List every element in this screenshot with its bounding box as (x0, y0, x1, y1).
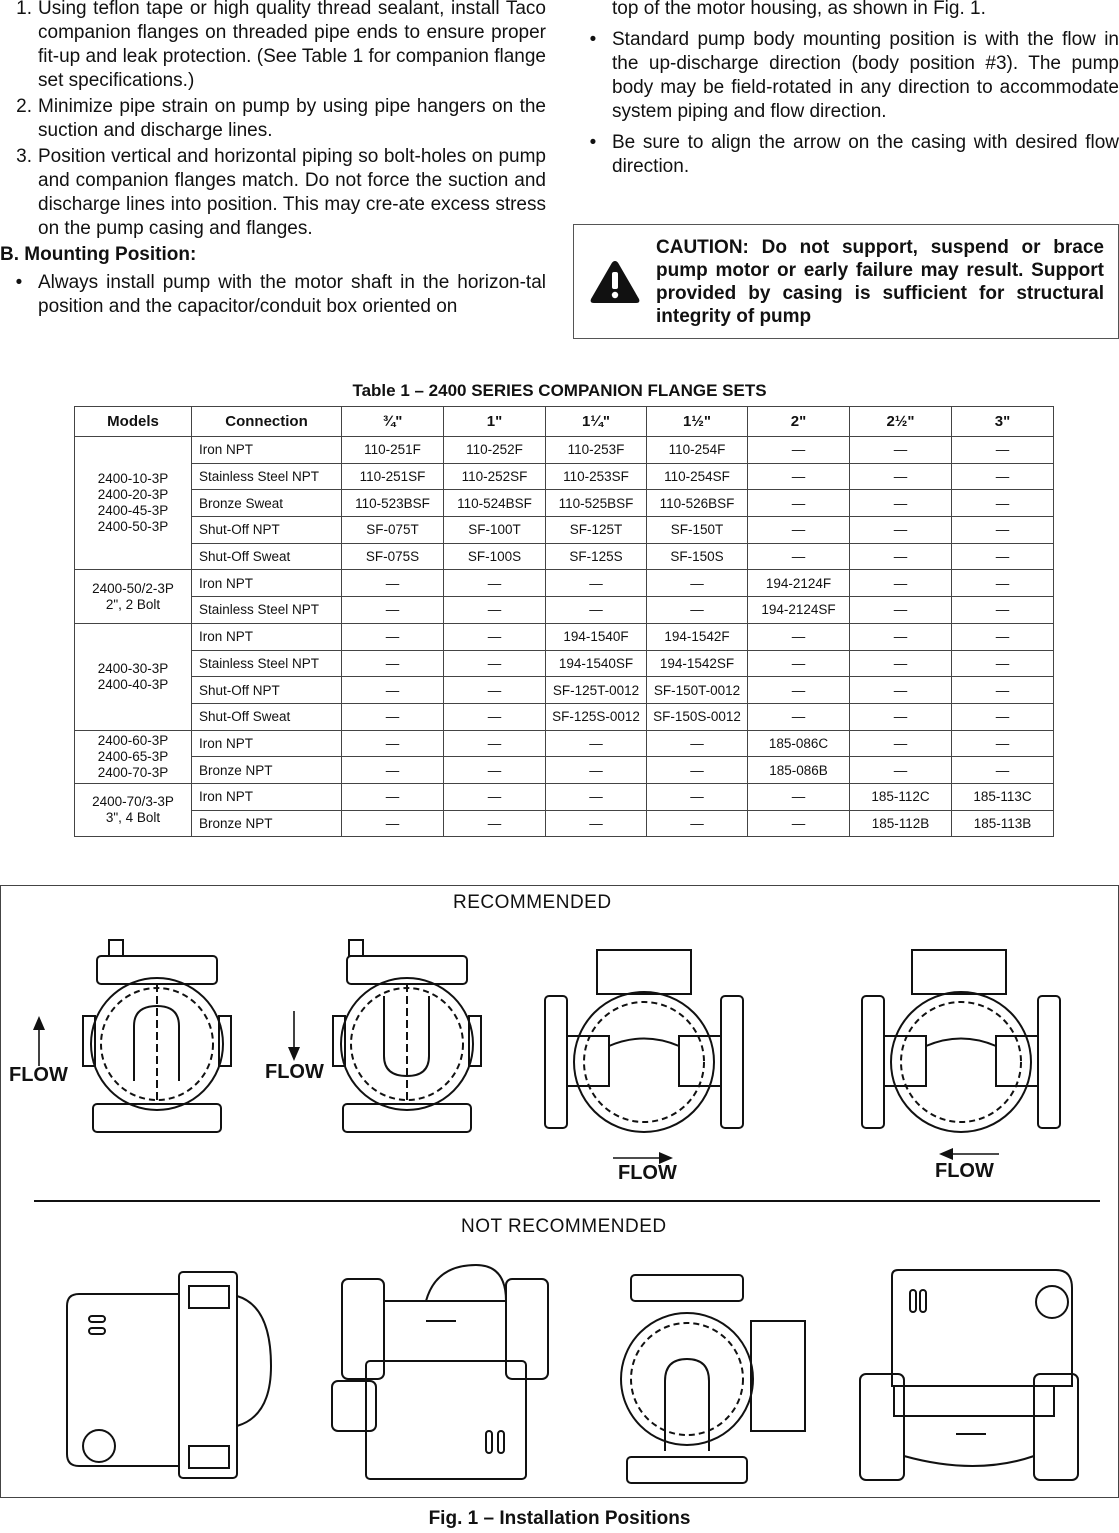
model-cell: 2400-50/2-3P 2", 2 Bolt (75, 570, 192, 623)
part-number-cell: — (647, 783, 748, 810)
part-number-cell: — (342, 757, 444, 784)
part-number-cell: — (850, 517, 952, 544)
part-number-cell: — (647, 597, 748, 624)
part-number-cell: — (850, 597, 952, 624)
flow-arrow-up-1 (29, 1016, 49, 1066)
installation-step (0, 0, 546, 93)
flow-label-4: FLOW (935, 1160, 994, 1182)
step-number: 3. (16, 146, 32, 167)
model-cell: 2400-60-3P 2400-65-3P 2400-70-3P (75, 730, 192, 783)
part-number-cell: — (952, 517, 1054, 544)
table-row (75, 757, 1054, 784)
part-number-cell: — (748, 463, 850, 490)
part-number-cell: — (342, 810, 444, 837)
part-number-cell: — (748, 623, 850, 650)
part-number-cell: 110-254F (647, 437, 748, 464)
part-number-cell: 110-526BSF (647, 490, 748, 517)
part-number-cell: SF-150S-0012 (647, 703, 748, 730)
part-number-cell: 110-524BSF (444, 490, 546, 517)
part-number-cell: — (748, 703, 850, 730)
part-number-cell: — (850, 543, 952, 570)
column-header: ¾" (342, 407, 444, 437)
installation-steps (0, 0, 546, 241)
part-number-cell: — (444, 810, 546, 837)
part-number-cell: — (952, 543, 1054, 570)
right-column (574, 0, 1119, 186)
part-number-cell: — (444, 757, 546, 784)
part-number-cell: — (647, 757, 748, 784)
part-number-cell: 194-1540F (546, 623, 647, 650)
part-number-cell: — (748, 543, 850, 570)
part-number-cell: 185-112C (850, 783, 952, 810)
column-header: 1" (444, 407, 546, 437)
orientation-bullet (574, 28, 1119, 124)
bullet-dot: • (589, 132, 597, 153)
part-number-cell: 110-254SF (647, 463, 748, 490)
part-number-cell: SF-100S (444, 543, 546, 570)
mounting-bullet-text: Always install pump with the motor shaft in the horizon-tal position and the capacitor/conduit box oriented on (38, 272, 546, 317)
part-number-cell: 185-086B (748, 757, 850, 784)
part-number-cell: — (342, 650, 444, 677)
connection-cell: Shut-Off Sweat (192, 543, 342, 570)
part-number-cell: — (342, 677, 444, 704)
part-number-cell: 110-523BSF (342, 490, 444, 517)
part-number-cell: — (748, 783, 850, 810)
part-number-cell: — (850, 570, 952, 597)
part-number-cell: — (850, 703, 952, 730)
part-number-cell: 110-253SF (546, 463, 647, 490)
column-header: 2" (748, 407, 850, 437)
pump-horizontal-flow-left-illustration (856, 946, 1066, 1146)
part-number-cell: — (850, 757, 952, 784)
part-number-cell: — (444, 730, 546, 757)
part-number-cell: — (546, 810, 647, 837)
part-number-cell: 185-113C (952, 783, 1054, 810)
part-number-cell: — (952, 677, 1054, 704)
part-number-cell: — (444, 703, 546, 730)
column-header: 1¼" (546, 407, 647, 437)
table-row (75, 570, 1054, 597)
installation-step (0, 95, 546, 143)
arrow-bullet (574, 131, 1119, 179)
part-number-cell: — (342, 597, 444, 624)
left-column (0, 0, 546, 326)
part-number-cell: 185-113B (952, 810, 1054, 837)
part-number-cell: — (546, 730, 647, 757)
recommended-label: RECOMMENDED (453, 892, 612, 913)
part-number-cell: — (952, 463, 1054, 490)
warning-triangle-icon (574, 258, 656, 306)
part-number-cell: SF-150T (647, 517, 748, 544)
installation-figure (0, 885, 1119, 1498)
part-number-cell: — (546, 597, 647, 624)
part-number-cell: SF-100T (444, 517, 546, 544)
part-number-cell: SF-150T-0012 (647, 677, 748, 704)
part-number-cell: — (546, 783, 647, 810)
part-number-cell: 194-2124F (748, 570, 850, 597)
caution-box (573, 224, 1119, 339)
pump-motor-up-illustration (856, 1266, 1086, 1491)
table-row (75, 703, 1054, 730)
figure-divider (34, 1200, 1100, 1202)
part-number-cell: 185-112B (850, 810, 952, 837)
part-number-cell: — (952, 623, 1054, 650)
flow-label-2: FLOW (265, 1061, 324, 1083)
part-number-cell: — (444, 597, 546, 624)
table-row (75, 597, 1054, 624)
figure-caption: Fig. 1 – Installation Positions (428, 1508, 691, 1529)
part-number-cell: — (546, 757, 647, 784)
part-number-cell: SF-125S (546, 543, 647, 570)
column-header: 1½" (647, 407, 748, 437)
part-number-cell: — (952, 570, 1054, 597)
pump-vertical-flow-up-illustration (79, 936, 239, 1156)
part-number-cell: SF-075T (342, 517, 444, 544)
continuation-text: top of the motor housing, as shown in Fig. 1. (612, 0, 986, 19)
part-number-cell: — (748, 517, 850, 544)
part-number-cell: — (952, 650, 1054, 677)
connection-cell: Stainless Steel NPT (192, 463, 342, 490)
part-number-cell: SF-125S-0012 (546, 703, 647, 730)
part-number-cell: 110-252SF (444, 463, 546, 490)
pump-box-sideways-illustration (613, 1271, 813, 1491)
part-number-cell: 110-252F (444, 437, 546, 464)
table-body (75, 437, 1054, 837)
part-number-cell: 110-251F (342, 437, 444, 464)
part-number-cell: — (952, 490, 1054, 517)
column-header: 3" (952, 407, 1054, 437)
column-header: 2½" (850, 407, 952, 437)
part-number-cell: — (444, 650, 546, 677)
part-number-cell: 194-2124SF (748, 597, 850, 624)
part-number-cell: — (850, 623, 952, 650)
part-number-cell: SF-125T (546, 517, 647, 544)
part-number-cell: — (748, 490, 850, 517)
part-number-cell: — (444, 570, 546, 597)
flow-arrow-down-2 (284, 1011, 304, 1061)
not-recommended-label: NOT RECOMMENDED (461, 1216, 667, 1237)
part-number-cell: — (748, 650, 850, 677)
mounting-position-heading: B. Mounting Position: (0, 244, 197, 265)
part-number-cell: 194-1540SF (546, 650, 647, 677)
step-text: Position vertical and horizontal piping so bolt-holes on pump and companion flanges match. Do not force the suction and discharge lines into position. This may cre-ate excess stress on the pump casing and flanges. (38, 146, 546, 239)
pump-motor-down-illustration (326, 1261, 556, 1486)
part-number-cell: 110-253F (546, 437, 647, 464)
pump-vertical-flow-down-illustration (329, 936, 489, 1156)
part-number-cell: — (647, 730, 748, 757)
connection-cell: Bronze NPT (192, 757, 342, 784)
part-number-cell: 185-086C (748, 730, 850, 757)
table-row (75, 730, 1054, 757)
part-number-cell: — (444, 677, 546, 704)
orientation-bullet-text: Standard pump body mounting position is with the flow in the up-discharge direction (body position #3). The pump body may be field-rotated in any direction to accommodate system piping and flow direction. (612, 29, 1119, 122)
part-number-cell: — (850, 677, 952, 704)
step-number: 2. (16, 96, 32, 117)
part-number-cell: — (850, 463, 952, 490)
table-row (75, 810, 1054, 837)
part-number-cell: SF-150S (647, 543, 748, 570)
step-text: Minimize pipe strain on pump by using pipe hangers on the suction and discharge lines. (38, 96, 546, 141)
part-number-cell: SF-125T-0012 (546, 677, 647, 704)
connection-cell: Iron NPT (192, 570, 342, 597)
part-number-cell: — (444, 623, 546, 650)
model-cell: 2400-30-3P 2400-40-3P (75, 623, 192, 730)
table-header-row (75, 407, 1054, 437)
part-number-cell: — (850, 650, 952, 677)
part-number-cell: — (748, 810, 850, 837)
flange-sets-table (74, 406, 1054, 837)
part-number-cell: — (647, 810, 748, 837)
table-row (75, 677, 1054, 704)
table-row (75, 650, 1054, 677)
connection-cell: Iron NPT (192, 437, 342, 464)
connection-cell: Shut-Off Sweat (192, 703, 342, 730)
column-header: Models (75, 407, 192, 437)
part-number-cell: 194-1542F (647, 623, 748, 650)
arrow-bullet-text: Be sure to align the arrow on the casing with desired flow direction. (612, 132, 1119, 177)
table-title: Table 1 – 2400 SERIES COMPANION FLANGE SETS (352, 381, 767, 400)
table-row (75, 437, 1054, 464)
part-number-cell: 194-1542SF (647, 650, 748, 677)
connection-cell: Iron NPT (192, 730, 342, 757)
connection-cell: Shut-Off NPT (192, 517, 342, 544)
part-number-cell: — (342, 703, 444, 730)
bullet-dot: • (589, 29, 597, 50)
model-cell: 2400-10-3P 2400-20-3P 2400-45-3P 2400-50-3P (75, 437, 192, 570)
step-text: Using teflon tape or high quality thread sealant, install Taco companion flanges on threaded pipe ends to ensure proper fit-up and leak protection. (See Table 1 for companion flange set specifications.) (38, 0, 546, 91)
caution-text: CAUTION: Do not support, suspend or brace pump motor or early failure may result. Support provided by casing is sufficient for structural integrity of pump (656, 236, 1104, 327)
installation-step (0, 145, 546, 241)
part-number-cell: — (444, 783, 546, 810)
connection-cell: Bronze Sweat (192, 490, 342, 517)
model-cell: 2400-70/3-3P 3", 4 Bolt (75, 783, 192, 836)
connection-cell: Stainless Steel NPT (192, 597, 342, 624)
table-row (75, 517, 1054, 544)
pump-motor-sideways-illustration (59, 1266, 289, 1486)
table-row (75, 783, 1054, 810)
mounting-bullet (0, 271, 546, 319)
part-number-cell: SF-075S (342, 543, 444, 570)
part-number-cell: — (952, 730, 1054, 757)
part-number-cell: — (342, 570, 444, 597)
part-number-cell: — (952, 597, 1054, 624)
part-number-cell: — (952, 757, 1054, 784)
flow-label-3: FLOW (618, 1162, 677, 1184)
part-number-cell: — (546, 570, 647, 597)
part-number-cell: — (850, 730, 952, 757)
part-number-cell: — (342, 730, 444, 757)
part-number-cell: — (748, 677, 850, 704)
part-number-cell: — (342, 623, 444, 650)
column-header: Connection (192, 407, 342, 437)
table-row (75, 463, 1054, 490)
connection-cell: Iron NPT (192, 623, 342, 650)
bullet-dot: • (15, 272, 23, 293)
connection-cell: Shut-Off NPT (192, 677, 342, 704)
part-number-cell: — (850, 490, 952, 517)
part-number-cell: — (342, 783, 444, 810)
flow-label-1: FLOW (9, 1064, 68, 1086)
part-number-cell: — (748, 437, 850, 464)
connection-cell: Bronze NPT (192, 810, 342, 837)
table-row (75, 490, 1054, 517)
table-row (75, 623, 1054, 650)
connection-cell: Iron NPT (192, 783, 342, 810)
part-number-cell: — (952, 703, 1054, 730)
table-row (75, 543, 1054, 570)
part-number-cell: — (647, 570, 748, 597)
part-number-cell: 110-251SF (342, 463, 444, 490)
part-number-cell: — (952, 437, 1054, 464)
part-number-cell: 110-525BSF (546, 490, 647, 517)
step-number: 1. (16, 0, 32, 19)
pump-horizontal-flow-right-illustration (539, 946, 749, 1146)
part-number-cell: — (850, 437, 952, 464)
connection-cell: Stainless Steel NPT (192, 650, 342, 677)
